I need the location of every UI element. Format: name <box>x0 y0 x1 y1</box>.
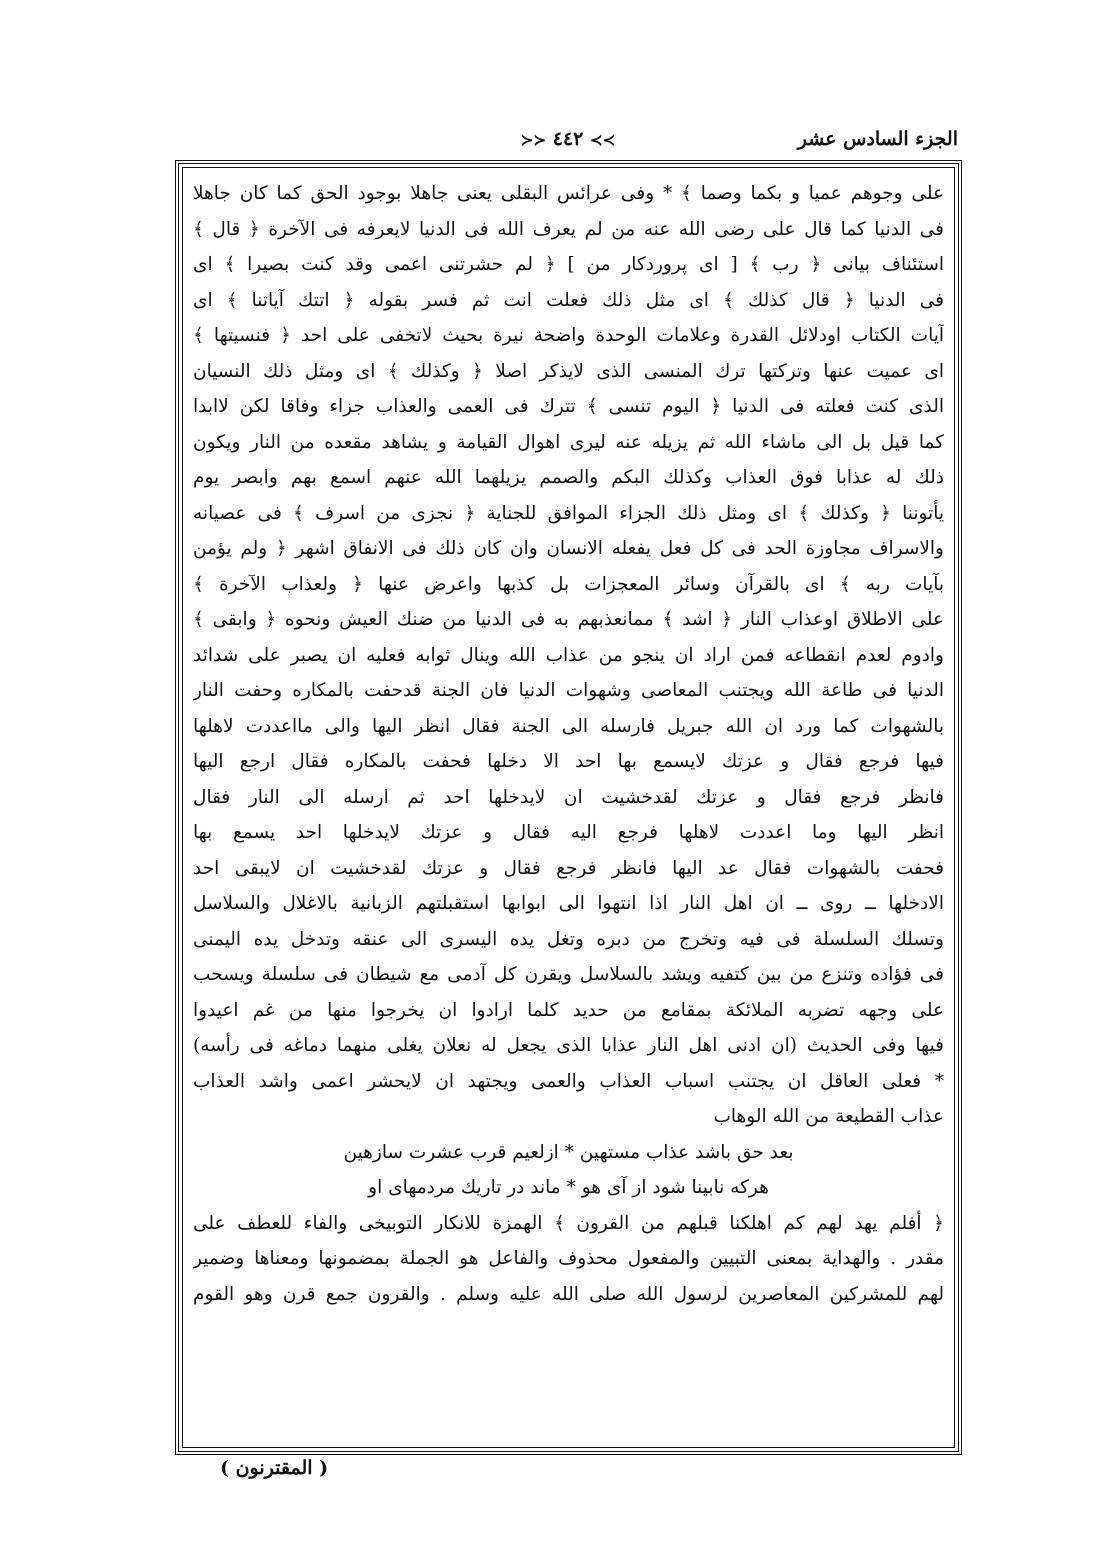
verse-line: هركه نابينا شود از آى هو * ماند در تاريك مردمهاى او <box>368 1177 769 1198</box>
body-line: استئناف بيانى ﴿ رب ﴾ [ اى پروردكار من ] ﴿ لم حشرتنى اعمى وقد كنت بصيرا ﴾ اى <box>193 254 944 275</box>
text-frame <box>175 160 962 1455</box>
closing-line: ﴿ أفلم يهد لهم كم اهلكنا قبلهم من القرون ﴾ الهمزة للانكار التوبيخى والفاء للعطف على <box>193 1212 944 1234</box>
body-line: وادوم لعدم انقطاعه فمن اراد ان ينجو من عذاب الله وينال ثوابه فعليه ان يصبر على شدائد <box>193 644 944 666</box>
body-line: الدنيا فى طاعة الله ويجتنب المعاصى وشهوات الدنيا فان الجنة قدحفت بالمكاره وحفت النار <box>193 680 944 701</box>
page-header <box>178 128 958 154</box>
body-line: * فعلى العاقل ان يجتنب اسباب العذاب والعمى ويجتهد ان لايحشر اعمى واشد العذاب <box>193 1070 944 1092</box>
body-line: على وجهه تضربه الملائكة بمقامع من حديد كلما ارادوا ان يخرجوا منها من غم اعيدوا <box>193 999 944 1021</box>
body-line: آيات الكتاب اودلائل القدرة وعلامات الوحدة واضحة نيرة بحيث لاتخفى على احد ﴿ فنسيتها ﴾ <box>193 325 944 346</box>
body-line: بالشهوات كما ورد ان الله جبريل فارسله الى الجنة فقال انظر اليها والى مااعددت لاهلها <box>193 715 944 737</box>
closing-line: مقدر . والهداية بمعنى التبيين والمفعول محذوف والفاعل هو الجملة بمضمونها ومعناها وضمير <box>193 1248 944 1269</box>
body-line: بآيات ربه ﴾ اى بالقرآن وسائر المعجزات بل كذبها واعرض عنها ﴿ ولعذاب الآخرة ﴾ <box>193 573 944 595</box>
body-line: على وجوهم عميا و بكما وصما ﴾ * وفى عرائس البقلى يعنى جاهلا بوجود الحق كما كان جاهلا <box>193 183 944 204</box>
body-line: وتسلك السلسلة فى فيه وتخرج من دبره وتغل يده اليسرى الى عنقه وتدخل يده اليمنى <box>193 928 944 950</box>
page-number-group <box>521 128 615 150</box>
page-number: ٤٤٢ <box>552 128 584 150</box>
body-line: عذاب القطيعة من الله الوهاب <box>713 1106 944 1127</box>
body-line: الادخلها ــ روى ــ ان اهل النار اذا انتهوا الى ابوابها استقبلتهم الزبانية بالاغلال والسلاسل <box>193 893 944 914</box>
verse-line: بعد حق باشد عذاب مستهين * ازلعيم قرب عشرت سازهين <box>343 1141 794 1163</box>
body-line: والاسراف مجاوزة الحد فى كل فعل يفعله الانسان وان كان ذلك فى الانفاق اشهر ﴿ ولم يؤمن <box>193 538 944 559</box>
body-line: فيها وفى الحديث (ان ادنى اهل النار عذابا الذى يجعل له نعلان يغلى منهما دماغه فى رأسه) <box>193 1035 944 1056</box>
catchword: ( المقترنون ) <box>220 1457 329 1479</box>
body-line: انظر اليها وما اعددت لاهلها فرجع اليه فقال و عزتك لايدخلها احد يسمع بها <box>193 822 944 843</box>
page-body <box>193 176 944 1312</box>
part-label: الجزء السادس عشر <box>797 128 958 150</box>
body-line: فيها فرجع فقال و عزتك لايسمع بها احد الا دخلها فحفت بالمكاره فقال ارجع اليها <box>193 751 944 772</box>
body-line: ذلك له عذابا فوق العذاب وكذلك البكم والصمم يزيلهما الله عنهم اسمع بهم وابصر يوم <box>193 467 944 488</box>
ornament-right: ≻≻ <box>589 131 616 149</box>
ornament-left: ≺≺ <box>520 131 547 149</box>
body-line: على الاطلاق اوعذاب النار ﴿ اشد ﴾ ممانعذبهم به فى الدنيا من ضنك العيش ونحوه ﴿ وابقى ﴾ <box>193 609 944 630</box>
body-line: اى عميت عنها وتركتها ترك المنسى الذى لايذكر اصلا ﴿ وكذلك ﴾ اى ومثل ذلك النسيان <box>193 360 944 382</box>
closing-line: لهم للمشركين المعاصرين لرسول الله صلى الله عليه وسلم . والقرون جمع قرن وهو القوم <box>193 1283 944 1305</box>
body-line: الذى كنت فعلته فى الدنيا ﴿ اليوم تنسى ﴾ تترك فى العمى والعذاب جزاء وفاقا لكن لاابدا <box>193 396 944 417</box>
body-line: كما قيل بل الى ماشاء الله ثم يزيله عنه ليرى اهوال القيامة و يشاهد مقعده من النار ويكون <box>193 431 944 453</box>
body-line: فى الدنيا ﴿ قال كذلك ﴾ اى مثل ذلك فعلت انت ثم فسر بقوله ﴿ اتتك آياتنا ﴾ اى <box>193 289 944 311</box>
body-line: فانظر فرجع فقال و عزتك لقدخشيت ان لايدخلها احد ثم ارسله الى النار فقال <box>193 786 944 808</box>
body-line: يأتوننا ﴿ وكذلك ﴾ اى ومثل ذلك الجزاء الموافق للجناية ﴿ نجزى من اسرف ﴾ فى عصيانه <box>193 502 944 524</box>
body-line: فى فؤاده وتنزع من بين كتفيه ويشد بالسلاسل ويقرن كل آدمى مع شيطان فى سلسلة ويسحب <box>193 964 944 985</box>
body-line: فى الدنيا كما قال على رضى الله عنه من لم يعرف الله فى الدنيا لايعرفه فى الآخرة ﴿ قال ﴾ <box>193 218 944 240</box>
body-line: فحفت بالشهوات فقال عد اليها فانظر فرجع فقال و عزتك لقدخشيت ان لايبقى احد <box>193 857 944 879</box>
